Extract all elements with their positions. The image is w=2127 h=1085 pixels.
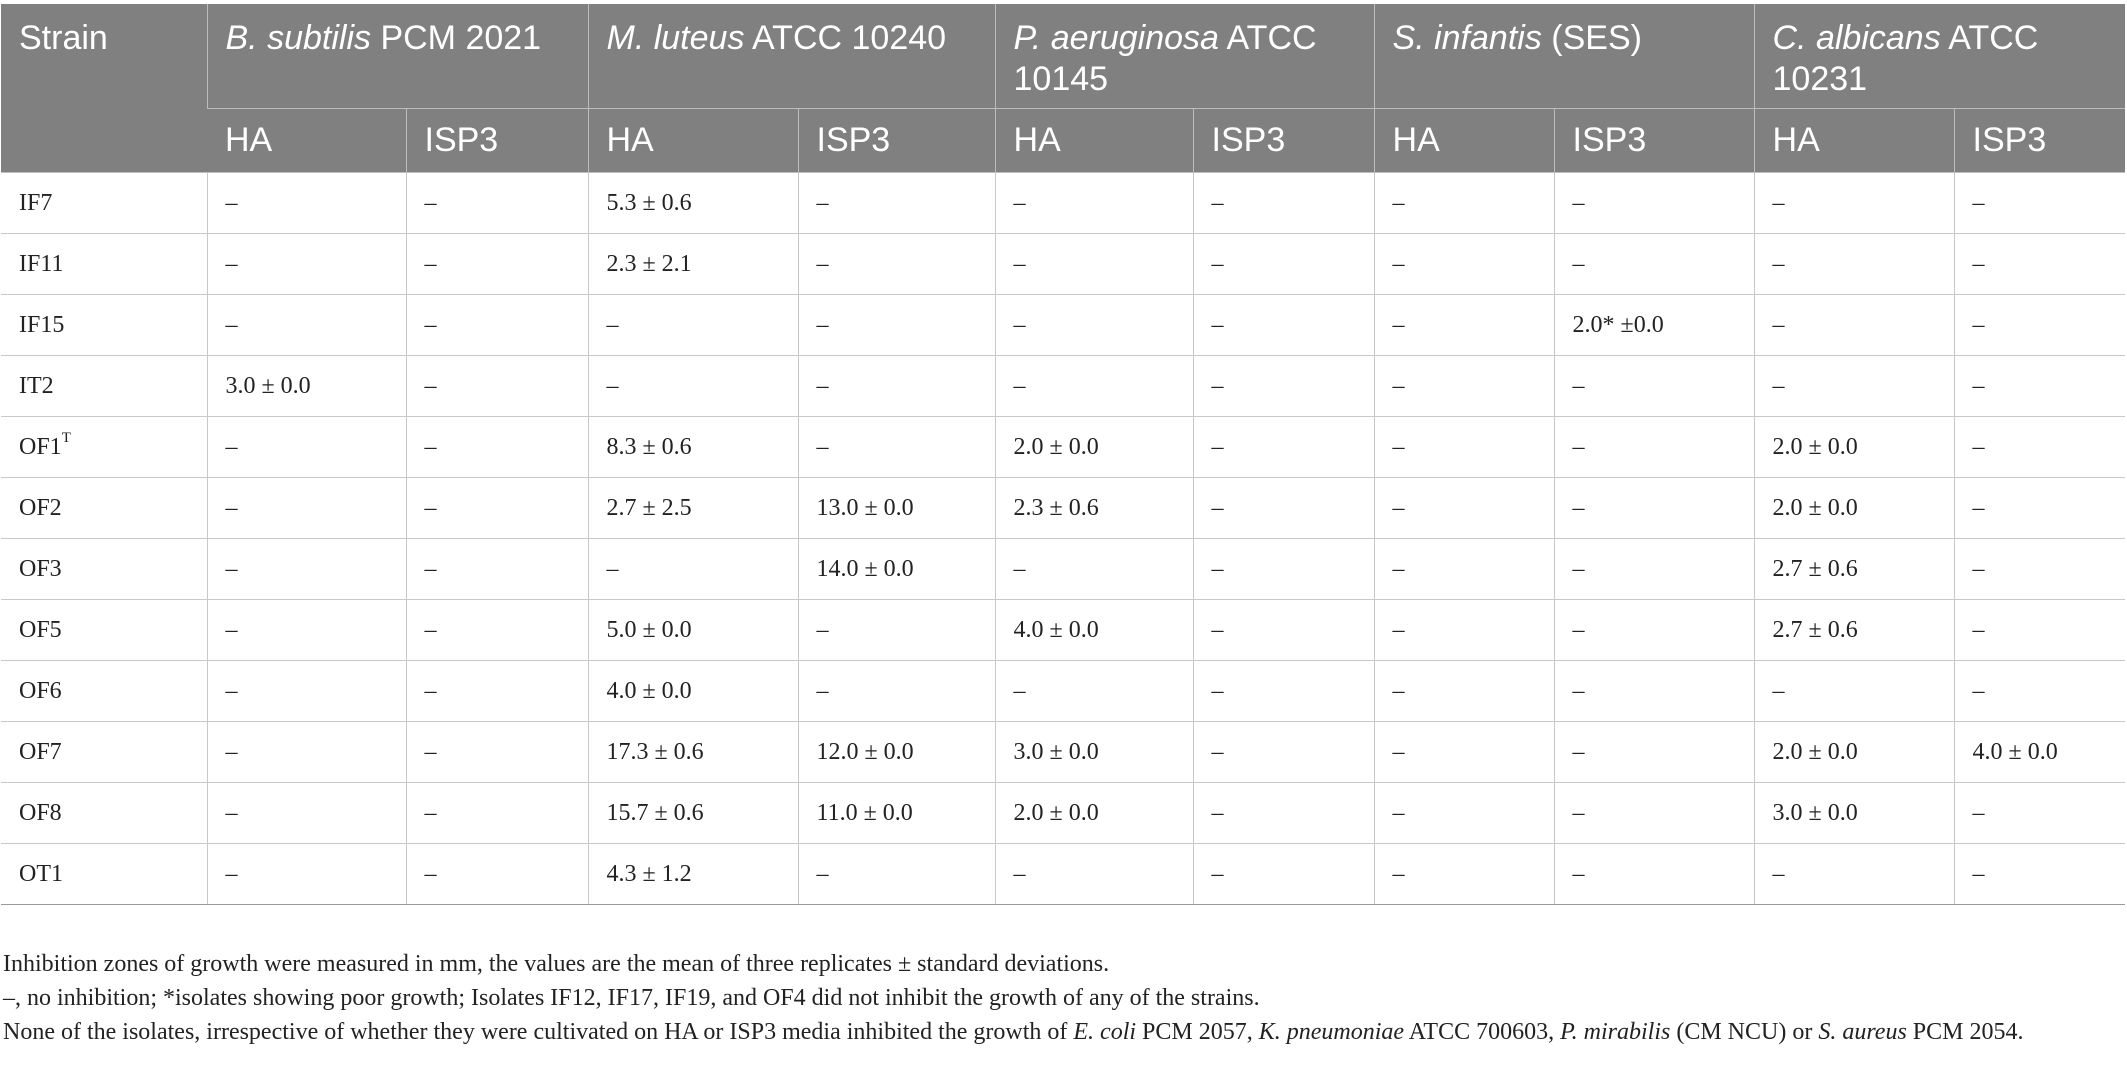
value-cell: 4.0 ± 0.0 <box>588 661 798 722</box>
value-cell: – <box>406 417 588 478</box>
value-cell: – <box>1954 234 2125 295</box>
medium-header: HA <box>995 109 1193 173</box>
value-cell: – <box>798 661 995 722</box>
value-cell: – <box>406 234 588 295</box>
strain-cell <box>1 844 207 905</box>
strain-cell <box>1 478 207 539</box>
value-cell: – <box>1193 356 1374 417</box>
value-cell: 5.0 ± 0.0 <box>588 600 798 661</box>
footnote-text: None of the isolates, irrespective of whether they were cultivated on HA or ISP3 media inhibited the growth of <box>3 1019 1074 1045</box>
footnote-text: (CM NCU) or <box>1670 1019 1819 1045</box>
value-cell: – <box>1193 600 1374 661</box>
species-name: K. pneumoniae <box>1258 1019 1405 1045</box>
organism-strain-code: ATCC 10231 <box>1772 19 2039 98</box>
value-cell: – <box>406 783 588 844</box>
value-cell: – <box>207 844 406 905</box>
value-cell: – <box>1554 417 1754 478</box>
value-cell: – <box>1193 539 1374 600</box>
footnote-units: Inhibition zones of growth were measured in mm, the values are the mean of three replicates ± standard deviations. <box>3 951 1110 977</box>
value-cell: – <box>406 844 588 905</box>
value-cell: – <box>1193 234 1374 295</box>
value-cell: – <box>995 539 1193 600</box>
medium-header: HA <box>1374 109 1554 173</box>
value-cell: – <box>995 844 1193 905</box>
value-cell: 4.3 ± 1.2 <box>588 844 798 905</box>
value-cell: – <box>1374 356 1554 417</box>
value-cell: 2.7 ± 0.6 <box>1754 600 1954 661</box>
table-row <box>1 478 2125 539</box>
value-cell: – <box>995 173 1193 234</box>
value-cell: – <box>1374 234 1554 295</box>
organism-strain-code: (SES) <box>1541 19 1642 57</box>
value-cell: – <box>1554 844 1754 905</box>
value-cell: – <box>1554 783 1754 844</box>
strain-cell <box>1 295 207 356</box>
value-cell: – <box>406 356 588 417</box>
organism-header-p-aeruginosa <box>995 4 1374 109</box>
value-cell: – <box>1554 234 1754 295</box>
value-cell: 17.3 ± 0.6 <box>588 722 798 783</box>
value-cell: – <box>1193 722 1374 783</box>
value-cell: 2.0 ± 0.0 <box>995 417 1193 478</box>
value-cell: – <box>1754 295 1954 356</box>
species-name: P. mirabilis <box>1560 1019 1671 1045</box>
value-cell: – <box>1374 539 1554 600</box>
medium-header: HA <box>588 109 798 173</box>
value-cell: – <box>1193 173 1374 234</box>
value-cell: – <box>1954 417 2125 478</box>
strain-name: IF15 <box>19 311 65 338</box>
organism-name: B. subtilis <box>225 19 371 57</box>
value-cell: – <box>207 539 406 600</box>
medium-header: HA <box>1754 109 1954 173</box>
table-row <box>1 539 2125 600</box>
value-cell: – <box>1754 661 1954 722</box>
value-cell: – <box>1374 844 1554 905</box>
value-cell: 2.7 ± 0.6 <box>1754 539 1954 600</box>
strain-cell <box>1 661 207 722</box>
value-cell: – <box>406 295 588 356</box>
value-cell: 3.0 ± 0.0 <box>207 356 406 417</box>
value-cell: – <box>406 722 588 783</box>
value-cell: – <box>1374 295 1554 356</box>
value-cell: – <box>588 356 798 417</box>
organism-strain-code: ATCC 10240 <box>744 19 947 57</box>
strain-cell <box>1 173 207 234</box>
organism-name: P. aeruginosa <box>1013 19 1219 57</box>
value-cell: 4.0 ± 0.0 <box>995 600 1193 661</box>
value-cell: 8.3 ± 0.6 <box>588 417 798 478</box>
value-cell: – <box>1954 173 2125 234</box>
value-cell: 2.0 ± 0.0 <box>1754 478 1954 539</box>
value-cell: – <box>798 295 995 356</box>
value-cell: – <box>1193 783 1374 844</box>
medium-header: ISP3 <box>1554 109 1754 173</box>
value-cell: 2.3 ± 2.1 <box>588 234 798 295</box>
value-cell: – <box>207 173 406 234</box>
organism-name: M. luteus <box>606 19 745 57</box>
strain-column-header: Strain <box>1 4 207 173</box>
table-row <box>1 661 2125 722</box>
value-cell: – <box>1554 539 1754 600</box>
organism-name: S. infantis <box>1392 19 1542 57</box>
value-cell: – <box>1374 417 1554 478</box>
value-cell: – <box>1954 356 2125 417</box>
organism-header-b-subtilis <box>207 4 588 109</box>
strain-name: OF1 <box>19 433 62 460</box>
value-cell: – <box>1374 478 1554 539</box>
organism-header-s-infantis <box>1374 4 1754 109</box>
value-cell: – <box>798 844 995 905</box>
strain-cell <box>1 417 207 478</box>
value-cell: 13.0 ± 0.0 <box>798 478 995 539</box>
value-cell: – <box>1954 661 2125 722</box>
value-cell: – <box>1554 356 1754 417</box>
table-row <box>1 417 2125 478</box>
value-cell: – <box>406 600 588 661</box>
value-cell: – <box>1554 661 1754 722</box>
strain-cell <box>1 600 207 661</box>
footnote-text: PCM 2054. <box>1906 1019 2024 1045</box>
strain-cell <box>1 783 207 844</box>
table-footnotes <box>3 947 2123 1049</box>
type-strain-marker: T <box>61 429 71 446</box>
table-row <box>1 295 2125 356</box>
value-cell: – <box>995 234 1193 295</box>
value-cell: – <box>995 661 1193 722</box>
value-cell: 3.0 ± 0.0 <box>1754 783 1954 844</box>
value-cell: – <box>1193 295 1374 356</box>
value-cell: 4.0 ± 0.0 <box>1954 722 2125 783</box>
organism-header-m-luteus <box>588 4 995 109</box>
value-cell: 14.0 ± 0.0 <box>798 539 995 600</box>
strain-name: OF3 <box>19 555 62 582</box>
value-cell: 2.0 ± 0.0 <box>995 783 1193 844</box>
value-cell: – <box>588 295 798 356</box>
table-row <box>1 844 2125 905</box>
strain-cell <box>1 539 207 600</box>
species-name: S. aureus <box>1818 1019 1907 1045</box>
value-cell: 5.3 ± 0.6 <box>588 173 798 234</box>
strain-cell <box>1 356 207 417</box>
value-cell: – <box>207 661 406 722</box>
footnote-text: ATCC 700603, <box>1404 1019 1561 1045</box>
value-cell: – <box>1954 295 2125 356</box>
value-cell: – <box>1193 478 1374 539</box>
strain-name: IF11 <box>19 250 64 277</box>
value-cell: – <box>1374 661 1554 722</box>
value-cell: – <box>1754 234 1954 295</box>
table-row <box>1 173 2125 234</box>
footnote-not-inhibited <box>3 1015 2123 1049</box>
organism-strain-code: ATCC 10145 <box>1013 19 1317 98</box>
value-cell: – <box>995 356 1193 417</box>
value-cell: – <box>406 661 588 722</box>
table-row <box>1 356 2125 417</box>
value-cell: – <box>207 600 406 661</box>
table-row <box>1 600 2125 661</box>
strain-cell <box>1 722 207 783</box>
medium-header: HA <box>207 109 406 173</box>
value-cell: – <box>1374 722 1554 783</box>
value-cell: – <box>798 417 995 478</box>
value-cell: – <box>798 173 995 234</box>
value-cell: – <box>207 783 406 844</box>
value-cell: – <box>798 356 995 417</box>
value-cell: – <box>1554 173 1754 234</box>
strain-name: IF7 <box>19 189 53 216</box>
value-cell: – <box>1374 600 1554 661</box>
strain-name: OF5 <box>19 616 62 643</box>
footnote-legend: –, no inhibition; *isolates showing poor growth; Isolates IF12, IF17, IF19, and OF4 did not inhibit the growth of any of the strains. <box>3 985 1260 1011</box>
value-cell: 15.7 ± 0.6 <box>588 783 798 844</box>
value-cell: – <box>1374 173 1554 234</box>
strain-name: OF2 <box>19 494 62 521</box>
organism-name: C. albicans <box>1772 19 1941 57</box>
value-cell: – <box>1954 539 2125 600</box>
species-name: E. coli <box>1073 1019 1137 1045</box>
value-cell: – <box>406 478 588 539</box>
value-cell: 12.0 ± 0.0 <box>798 722 995 783</box>
value-cell: – <box>207 234 406 295</box>
value-cell: – <box>1193 661 1374 722</box>
value-cell: – <box>1554 722 1754 783</box>
value-cell: – <box>1554 478 1754 539</box>
value-cell: – <box>995 295 1193 356</box>
medium-header: ISP3 <box>798 109 995 173</box>
value-cell: 2.0* ±0.0 <box>1554 295 1754 356</box>
value-cell: – <box>1754 356 1954 417</box>
strain-name: OT1 <box>19 860 63 887</box>
table-body <box>1 173 2125 905</box>
value-cell: – <box>798 234 995 295</box>
strain-cell <box>1 234 207 295</box>
value-cell: – <box>406 173 588 234</box>
strain-name: IT2 <box>19 372 54 399</box>
footnote-text: PCM 2057, <box>1136 1019 1259 1045</box>
table-row <box>1 783 2125 844</box>
medium-header: ISP3 <box>406 109 588 173</box>
organism-strain-code: PCM 2021 <box>371 19 542 57</box>
value-cell: – <box>207 295 406 356</box>
value-cell: 2.7 ± 2.5 <box>588 478 798 539</box>
value-cell: – <box>1554 600 1754 661</box>
value-cell: – <box>1954 783 2125 844</box>
value-cell: – <box>798 600 995 661</box>
value-cell: – <box>207 478 406 539</box>
value-cell: – <box>588 539 798 600</box>
value-cell: – <box>406 539 588 600</box>
strain-name: OF8 <box>19 799 62 826</box>
value-cell: – <box>1954 844 2125 905</box>
medium-header: ISP3 <box>1954 109 2125 173</box>
value-cell: 11.0 ± 0.0 <box>798 783 995 844</box>
value-cell: – <box>1193 844 1374 905</box>
value-cell: – <box>1754 173 1954 234</box>
value-cell: – <box>207 722 406 783</box>
value-cell: – <box>1954 600 2125 661</box>
value-cell: 3.0 ± 0.0 <box>995 722 1193 783</box>
value-cell: 2.3 ± 0.6 <box>995 478 1193 539</box>
strain-name: OF6 <box>19 677 62 704</box>
value-cell: – <box>1954 478 2125 539</box>
table-row <box>1 234 2125 295</box>
medium-header: ISP3 <box>1193 109 1374 173</box>
value-cell: – <box>1374 783 1554 844</box>
value-cell: 2.0 ± 0.0 <box>1754 722 1954 783</box>
value-cell: – <box>1754 844 1954 905</box>
strain-name: OF7 <box>19 738 62 765</box>
organism-header-c-albicans <box>1754 4 2125 109</box>
table-row <box>1 722 2125 783</box>
inhibition-table <box>1 4 2125 905</box>
value-cell: – <box>207 417 406 478</box>
table-header <box>1 4 2125 173</box>
value-cell: 2.0 ± 0.0 <box>1754 417 1954 478</box>
value-cell: – <box>1193 417 1374 478</box>
